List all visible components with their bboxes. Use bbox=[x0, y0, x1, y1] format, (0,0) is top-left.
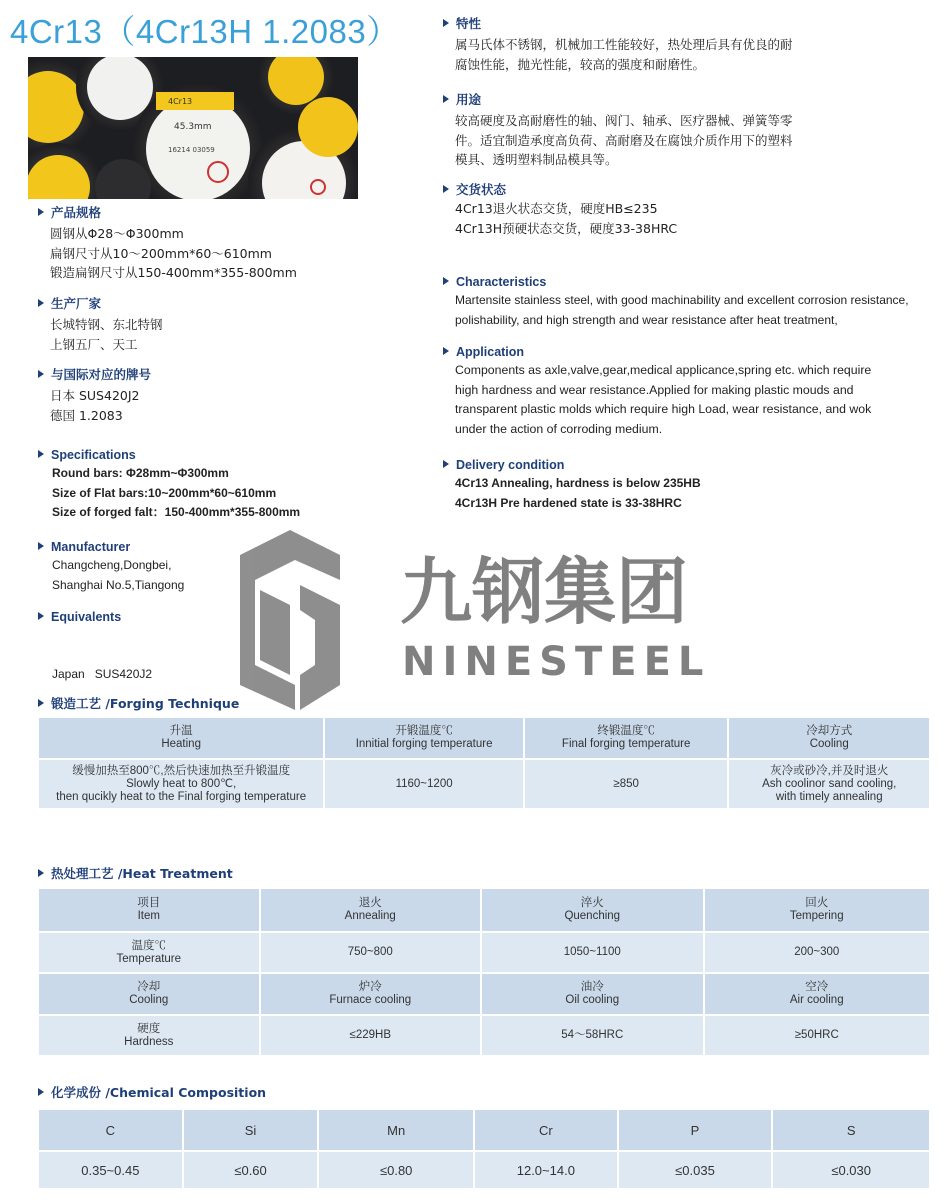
bullet-arrow-icon bbox=[443, 460, 449, 468]
feat-cn-lines: 属马氏体不锈钢，机械加工性能较好，热处理后具有优良的耐 腐蚀性能，抛光性能，较高的强度和耐磨性。 bbox=[455, 37, 793, 72]
forging-data-cell: 缓慢加热至800℃,然后快速加热至升锻温度 Slowly heat to 800℃, then qucikly heat to the Final forging temperature bbox=[38, 759, 324, 809]
heat-cell: 温度℃ Temperature bbox=[38, 932, 260, 973]
equiv-en-lines: Japan SUS420J2 bbox=[52, 667, 153, 681]
feat-cn-heading: 特性 bbox=[443, 14, 793, 32]
bullet-arrow-icon bbox=[38, 699, 44, 707]
chem-element-cell: C bbox=[38, 1109, 183, 1151]
bullet-arrow-icon bbox=[38, 299, 44, 307]
watermark-en-text: NINESTEEL bbox=[402, 639, 711, 685]
bullet-arrow-icon bbox=[38, 869, 44, 877]
bullet-arrow-icon bbox=[443, 19, 449, 27]
feat-cn-section bbox=[443, 14, 793, 74]
bullet-arrow-icon bbox=[38, 208, 44, 216]
steel-bars-photo bbox=[28, 57, 358, 199]
chem-element-cell: Mn bbox=[318, 1109, 474, 1151]
bullet-arrow-icon bbox=[443, 95, 449, 103]
heat-cell: 油冷 Oil cooling bbox=[481, 973, 704, 1015]
spec-cn-section bbox=[38, 203, 297, 283]
deliv-en-lines: 4Cr13 Annealing, hardness is below 235HB 4Cr13H Pre hardened state is 33-38HRC bbox=[455, 476, 701, 510]
use-cn-lines: 较高硬度及高耐磨性的轴、阀门、轴承、医疗器械、弹簧等零 件。适宜制造承度高负荷、高耐磨及在腐蚀介质作用下的塑料 模具、透明塑料制品模具等。 bbox=[455, 113, 793, 167]
bar-tag-diameter: 45.3mm bbox=[174, 122, 212, 132]
chem-value-cell: 0.35~0.45 bbox=[38, 1151, 183, 1189]
spec-en-lines: Round bars: Φ28mm~Φ300mm Size of Flat bars:10~200mm*60~610mm Size of forged falt：150-400mm*355-800mm bbox=[52, 466, 301, 519]
heat-row bbox=[38, 888, 930, 932]
chem-value-cell: ≤0.035 bbox=[618, 1151, 773, 1189]
heat-cell: 炉冷 Furnace cooling bbox=[260, 973, 481, 1015]
spec-cn-heading: 产品规格 bbox=[38, 203, 297, 221]
deliv-en-section bbox=[443, 458, 701, 513]
use-cn-heading: 用途 bbox=[443, 90, 793, 108]
chem-element-cell: P bbox=[618, 1109, 773, 1151]
feat-en-lines: Martensite stainless steel, with good machinability and excellent corrosion resistance, polishability, and high strength and wear resistance after heat treatment, bbox=[455, 293, 909, 327]
heat-cell: 1050~1100 bbox=[481, 932, 704, 973]
bullet-arrow-icon bbox=[38, 1088, 44, 1096]
spec-en-heading: Specifications bbox=[38, 448, 300, 462]
chem-table bbox=[37, 1108, 931, 1190]
chem-value-cell: ≤0.030 bbox=[772, 1151, 930, 1189]
chem-element-cell: S bbox=[772, 1109, 930, 1151]
heat-cell: 空冷 Air cooling bbox=[704, 973, 931, 1015]
deliv-en-heading: Delivery condition bbox=[443, 458, 701, 472]
ninesteel-watermark bbox=[200, 525, 755, 715]
heat-cell: 冷却 Cooling bbox=[38, 973, 260, 1015]
spec-en-section bbox=[38, 448, 300, 523]
use-cn-section bbox=[443, 90, 793, 170]
bullet-arrow-icon bbox=[38, 450, 44, 458]
chem-value-row bbox=[38, 1151, 930, 1189]
heat-cell: 54～58HRC bbox=[481, 1015, 704, 1056]
equiv-cn-lines: 日本 SUS420J2 德国 1.2083 bbox=[50, 388, 140, 423]
bullet-arrow-icon bbox=[443, 277, 449, 285]
forging-data-cell: 1160~1200 bbox=[324, 759, 524, 809]
forging-table bbox=[37, 716, 931, 810]
heat-cell: ≥50HRC bbox=[704, 1015, 931, 1056]
heat-table bbox=[37, 887, 931, 1057]
chem-element-row bbox=[38, 1109, 930, 1151]
heat-cell: ≤229HB bbox=[260, 1015, 481, 1056]
forging-header-row bbox=[38, 717, 930, 759]
maker-en-heading: Manufacturer bbox=[38, 540, 184, 554]
heat-cell: 退火 Annealing bbox=[260, 888, 481, 932]
equiv-cn-section bbox=[38, 365, 151, 425]
deliv-cn-section bbox=[443, 180, 677, 238]
bullet-arrow-icon bbox=[38, 542, 44, 550]
chem-element-cell: Cr bbox=[474, 1109, 618, 1151]
heat-cell: 硬度 Hardness bbox=[38, 1015, 260, 1056]
ninesteel-logo-icon bbox=[200, 525, 755, 715]
heat-row bbox=[38, 973, 930, 1015]
bar-tag-grade: 4Cr13 bbox=[168, 97, 193, 106]
chem-value-cell: 12.0~14.0 bbox=[474, 1151, 618, 1189]
forging-header-cell: 开锻温度℃ Innitial forging temperature bbox=[324, 717, 524, 759]
forging-data-row bbox=[38, 759, 930, 809]
forging-section-heading: 锻造工艺 /Forging Technique bbox=[38, 694, 239, 712]
bullet-arrow-icon bbox=[38, 370, 44, 378]
maker-cn-heading: 生产厂家 bbox=[38, 294, 163, 312]
heat-row bbox=[38, 1015, 930, 1056]
deliv-cn-lines: 4Cr13退火状态交货，硬度HB≤235 4Cr13H预硬状态交货，硬度33-38HRC bbox=[455, 201, 678, 236]
watermark-cn-text: 九钢集团 bbox=[400, 550, 689, 634]
use-en-section bbox=[443, 345, 871, 439]
bullet-arrow-icon bbox=[443, 185, 449, 193]
chem-element-cell: Si bbox=[183, 1109, 319, 1151]
maker-en-section bbox=[38, 540, 184, 595]
maker-cn-lines: 长城特钢、东北特钢 上钢五厂、天工 bbox=[50, 317, 163, 352]
deliv-cn-heading: 交货状态 bbox=[443, 180, 677, 198]
heat-section-heading: 热处理工艺 /Heat Treatment bbox=[38, 864, 233, 882]
steel-bars-illustration bbox=[28, 57, 358, 199]
heat-row bbox=[38, 932, 930, 973]
forging-header-cell: 冷却方式 Cooling bbox=[728, 717, 930, 759]
maker-en-lines: Changcheng,Dongbei, Shanghai No.5,Tiangong bbox=[52, 558, 185, 592]
heat-cell: 750~800 bbox=[260, 932, 481, 973]
maker-cn-section bbox=[38, 294, 163, 354]
bar-tag-code: 16214 03059 bbox=[168, 146, 215, 154]
heat-cell: 项目 Item bbox=[38, 888, 260, 932]
equiv-en-heading: Equivalents bbox=[38, 610, 152, 624]
bullet-arrow-icon bbox=[38, 612, 44, 620]
use-en-heading: Application bbox=[443, 345, 871, 359]
forging-data-cell: 灰冷或砂冷,并及时退火 Ash coolinor sand cooling, with timely annealing bbox=[728, 759, 930, 809]
forging-header-cell: 终锻温度℃ Final forging temperature bbox=[524, 717, 729, 759]
chem-value-cell: ≤0.80 bbox=[318, 1151, 474, 1189]
heat-cell: 淬火 Quenching bbox=[481, 888, 704, 932]
heat-cell: 回火 Tempering bbox=[704, 888, 931, 932]
feat-en-section bbox=[443, 275, 909, 330]
heat-cell: 200~300 bbox=[704, 932, 931, 973]
forging-header-cell: 升温 Heating bbox=[38, 717, 324, 759]
forging-data-cell: ≥850 bbox=[524, 759, 729, 809]
feat-en-heading: Characteristics bbox=[443, 275, 909, 289]
equiv-cn-heading: 与国际对应的牌号 bbox=[38, 365, 151, 383]
bullet-arrow-icon bbox=[443, 347, 449, 355]
chem-section-heading: 化学成份 /Chemical Composition bbox=[38, 1083, 266, 1101]
use-en-lines: Components as axle,valve,gear,medical applicance,spring etc. which require high hardness and wear resistance.Applied for making plastic mouds and transparent plastic molds which require high Load, wear resistance, and wok under the action of corroding medium. bbox=[455, 363, 872, 436]
page-title: 4Cr13（4Cr13H 1.2083） bbox=[10, 13, 400, 50]
chem-value-cell: ≤0.60 bbox=[183, 1151, 319, 1189]
spec-cn-lines: 圆钢从Φ28～Φ300mm 扁钢尺寸从10～200mm*60～610mm 锻造扁钢尺寸从150-400mm*355-800mm bbox=[50, 226, 297, 280]
